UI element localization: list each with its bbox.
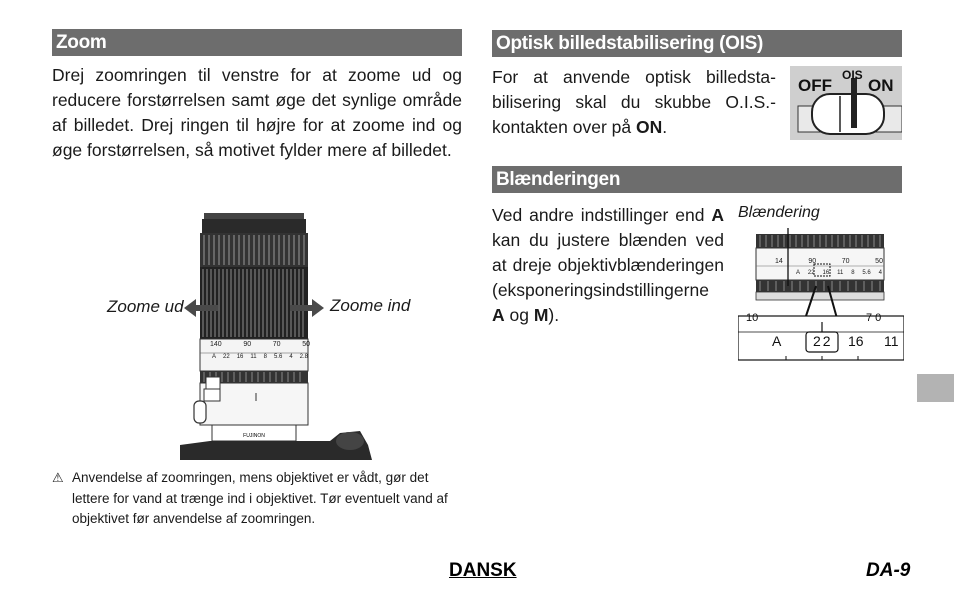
ois-heading: Optisk billedstabilisering (OIS) xyxy=(492,30,902,57)
aperture-body-1: Ved andre indstillinger end xyxy=(492,205,712,225)
aperture-body-A2: A xyxy=(492,305,505,325)
ois-body-end: . xyxy=(662,117,668,137)
lens-ap-16: 16 xyxy=(236,354,244,360)
ring-top-14: 14 xyxy=(775,258,783,265)
zoom-body: Drej zoomringen til venstre for at zoome ud og reducere forstørrelsen samt øge det synlige område af billedet. Drej ringen til højre for at zoome ind og øge forstørrelsen, så motivet fylder mere af billedet. xyxy=(52,65,462,160)
zoom-band-top-right: 7 0 xyxy=(866,312,882,324)
section-tab-marker xyxy=(917,374,954,402)
ois-switch-illustration xyxy=(790,66,902,140)
zoom-note xyxy=(52,468,464,532)
aperture-body-3: og xyxy=(504,305,534,325)
aperture-ring-bottom-scale xyxy=(796,270,882,276)
ois-body-on: ON xyxy=(635,117,663,137)
lens-focal-140: 140 xyxy=(210,341,222,348)
zoom-band-ap-A: A xyxy=(772,333,782,349)
lens-ap-2-8: 2.8 xyxy=(299,354,308,360)
ois-switch-label: OIS xyxy=(842,68,863,82)
lens-focal-90: 90 xyxy=(243,341,252,348)
aperture-body xyxy=(492,203,724,328)
lens-ap-A: A xyxy=(212,354,217,360)
ois-switch-off-label: OFF xyxy=(798,76,832,95)
footer-language: DANSK xyxy=(449,560,517,581)
aperture-body-2: kan du justere blænden ved at dreje objektivblænderingen (eksponeringsindstillingerne xyxy=(492,230,724,300)
lens-ap-4: 4 xyxy=(289,354,293,360)
aperture-body-M: M xyxy=(533,305,549,325)
ois-switch-on-label: ON xyxy=(868,76,894,95)
lens-ap-8: 8 xyxy=(263,354,267,360)
lens-focal-70: 70 xyxy=(272,341,281,348)
lens-focal-scale xyxy=(210,341,310,348)
aperture-body-4: ). xyxy=(548,305,560,325)
zoom-in-label: Zoome ind xyxy=(330,296,411,315)
zoom-band-ap-22: 22 xyxy=(813,333,833,349)
ring-ap-5-6: 5.6 xyxy=(862,270,871,276)
lens-aperture-scale xyxy=(212,354,308,360)
ring-ap-4: 4 xyxy=(878,270,882,276)
ring-ap-16: 16 xyxy=(822,270,830,276)
zoom-band-top-left: 10 xyxy=(746,312,759,324)
ring-ap-22: 22 xyxy=(807,270,815,276)
zoom-note-text: Anvendelse af zoomringen, mens objektivet er vådt, gør det lettere for vand at trænge ind i objektivet. Tør eventuelt vand af objektivet før anvendelse af zoomringen. xyxy=(72,470,448,526)
lens-ap-22: 22 xyxy=(223,354,230,360)
zoom-heading: Zoom xyxy=(52,29,462,56)
lens-focal-50: 50 xyxy=(302,341,310,348)
ring-top-50: 50 xyxy=(875,258,883,265)
aperture-body-A1: A xyxy=(711,205,724,225)
zoom-out-label: Zoome ud xyxy=(107,297,184,316)
lens-ap-5-6: 5.6 xyxy=(273,354,283,360)
aperture-ring-top-scale xyxy=(775,258,883,265)
ring-ap-11: 11 xyxy=(837,270,844,276)
ring-top-70: 70 xyxy=(841,258,850,265)
caution-icon: ⚠ xyxy=(52,470,64,485)
svg-text:FUJINON: FUJINON xyxy=(243,433,265,439)
lens-ap-11: 11 xyxy=(250,354,257,360)
ois-body-text: For at anvende optisk billedsta-bilisering skal du skubbe O.I.S.-kontakten over på xyxy=(492,67,776,137)
aperture-heading: Blænderingen xyxy=(492,166,902,193)
ring-ap-A: A xyxy=(796,270,801,276)
zoom-band-ap-16: 16 xyxy=(848,333,864,349)
ois-body xyxy=(492,65,776,140)
zoom-band-ap-11: 11 xyxy=(884,333,899,349)
footer-page-number: DA-9 xyxy=(866,560,911,581)
zoom-lens-illustration xyxy=(100,205,420,460)
ring-ap-8: 8 xyxy=(851,270,855,276)
ring-top-90: 90 xyxy=(808,258,817,265)
aperture-ring-caption: Blændering xyxy=(738,204,820,221)
